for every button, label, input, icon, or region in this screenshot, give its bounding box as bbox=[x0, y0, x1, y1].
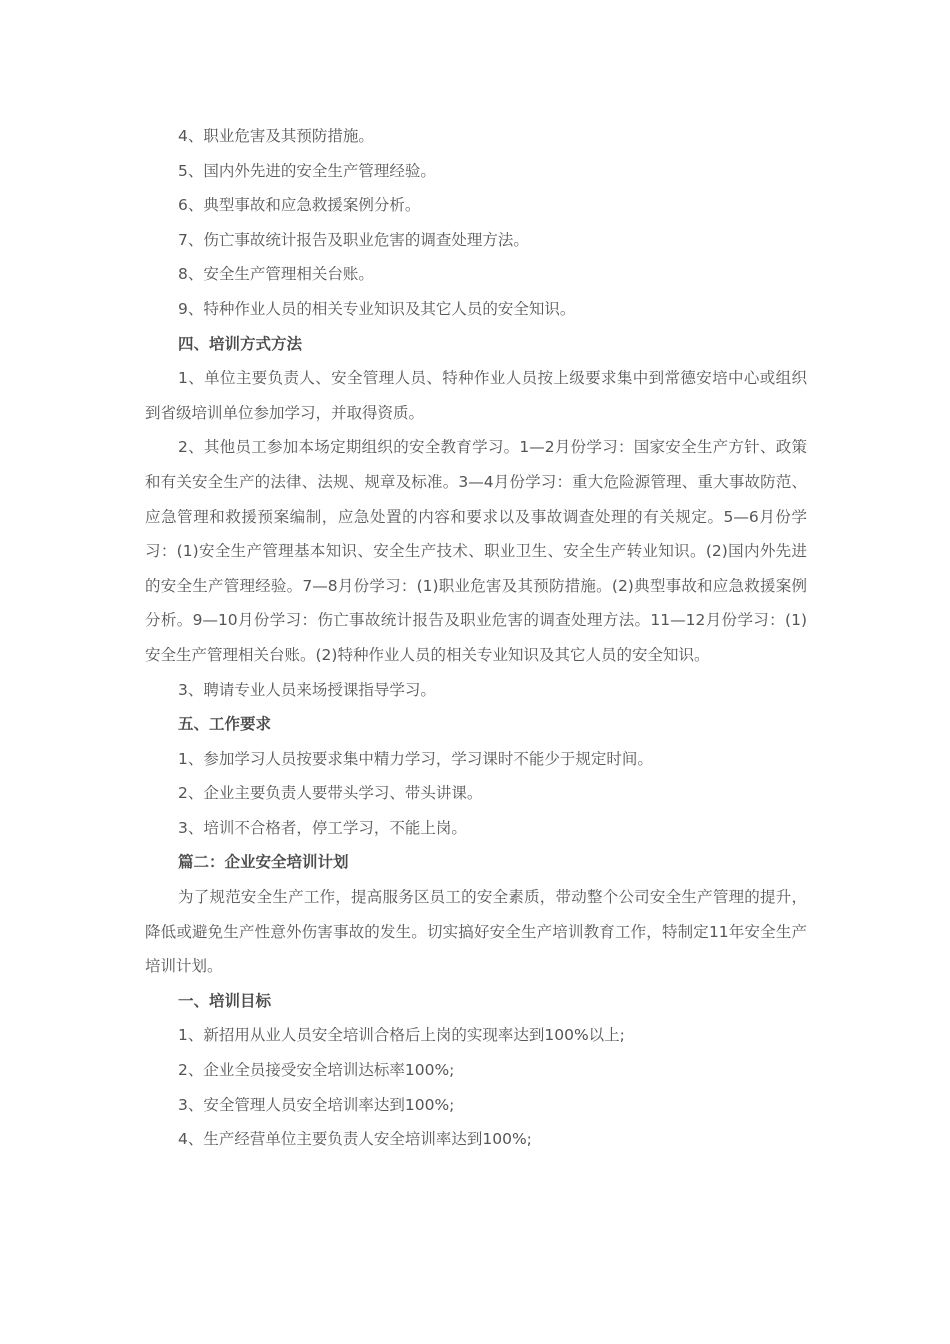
document-body bbox=[145, 119, 807, 1157]
list-item: 6、典型事故和应急救援案例分析。 bbox=[178, 196, 421, 215]
body-paragraph: 2、其他员工参加本场定期组织的安全教育学习。1—2月份学习：国家安全生产方针、政策和有关安全生产的法律、法规、规章及标准。3—4月份学习：重大危险源管理、重大事故防范、应急管理和救援预案编制，应急处置的内容和要求以及事故调查处理的有关规定。5—6月份学习：(1)安全生产管理基本知识、安全生产技术、职业卫生、安全生产转业知识。(2)国内外先进的安全生产管理经验。7—8月份学习：(1)职业危害及其预防措施。(2)典型事故和应急救援案例分析。9—10月份学习：伤亡事故统计报告及职业危害的调查处理方法。11—12月份学习：(1)安全生产管理相关台账。(2)特种作业人员的相关专业知识及其它人员的安全知识。 bbox=[145, 438, 807, 664]
list-item: 2、企业主要负责人要带头学习、带头讲课。 bbox=[178, 784, 483, 803]
body-paragraph: 1、单位主要负责人、安全管理人员、特种作业人员按上级要求集中到常德安培中心或组织到省级培训单位参加学习，并取得资质。 bbox=[145, 369, 807, 422]
section-heading: 四、培训方式方法 bbox=[178, 334, 303, 353]
list-item: 8、安全生产管理相关台账。 bbox=[178, 265, 374, 284]
list-item: 3、安全管理人员安全培训率达到100%; bbox=[178, 1095, 455, 1114]
list-item: 2、企业全员接受安全培训达标率100%; bbox=[178, 1061, 455, 1080]
list-item: 1、新招用从业人员安全培训合格后上岗的实现率达到100%以上; bbox=[178, 1026, 625, 1045]
list-item: 9、特种作业人员的相关专业知识及其它人员的安全知识。 bbox=[178, 299, 576, 318]
list-item: 3、聘请专业人员来场授课指导学习。 bbox=[178, 680, 436, 699]
list-item: 3、培训不合格者，停工学习，不能上岗。 bbox=[178, 818, 467, 837]
list-item: 7、伤亡事故统计报告及职业危害的调查处理方法。 bbox=[178, 230, 529, 249]
section-heading: 一、培训目标 bbox=[178, 991, 272, 1010]
list-item: 5、国内外先进的安全生产管理经验。 bbox=[178, 161, 436, 180]
list-item: 4、职业危害及其预防措施。 bbox=[178, 127, 374, 145]
body-paragraph: 为了规范安全生产工作，提高服务区员工的安全素质，带动整个公司安全生产管理的提升，降低或避免生产性意外伤害事故的发生。切实搞好安全生产培训教育工作，特制定11年安全生产培训计划。 bbox=[145, 888, 807, 976]
list-item: 4、生产经营单位主要负责人安全培训率达到100%; bbox=[178, 1130, 532, 1149]
list-item: 1、参加学习人员按要求集中精力学习，学习课时不能少于规定时间。 bbox=[178, 749, 653, 768]
section-heading: 五、工作要求 bbox=[178, 715, 272, 734]
article-title: 篇二：企业安全培训计划 bbox=[178, 853, 349, 872]
